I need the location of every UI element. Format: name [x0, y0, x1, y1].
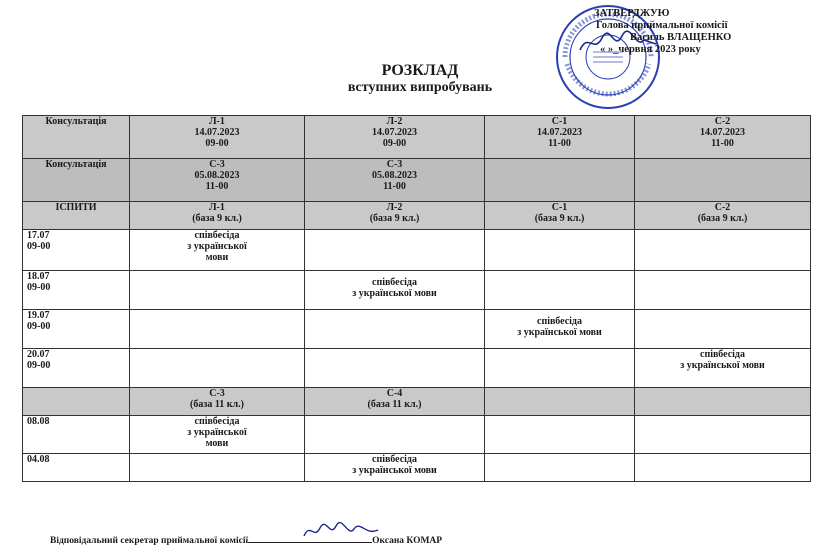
- exam-date-cell: 08.08: [23, 416, 130, 454]
- consultation-cell: С-3 05.08.2023 11-00: [305, 159, 485, 202]
- exam-date-cell: 18.07 09-00: [23, 271, 130, 310]
- exams-label: ІСПИТИ: [23, 202, 130, 230]
- schedule-table: [22, 115, 811, 482]
- document-title: [300, 62, 540, 96]
- signature-underline: [248, 532, 372, 543]
- exam-group-header: С-3 (база 11 кл.): [130, 388, 305, 416]
- exam-cell: співбесіда з української мови: [305, 271, 485, 310]
- exam-cell: співбесіда з української мови: [130, 416, 305, 454]
- consultation-cell: Л-2 14.07.2023 09-00: [305, 116, 485, 159]
- consultation-row-2: [23, 159, 811, 202]
- exam-cell: співбесіда з української мови: [130, 230, 305, 271]
- exams-header-row-2: [23, 388, 811, 416]
- exam-group-header: С-1 (база 9 кл.): [485, 202, 635, 230]
- exam-group-header: Л-1 (база 9 кл.): [130, 202, 305, 230]
- exam-date-cell: 04.08: [23, 454, 130, 482]
- approval-date: « »_червня 2023 року: [600, 44, 701, 55]
- secretary-name: Оксана КОМАР: [372, 536, 443, 546]
- exams-header-row: [23, 202, 811, 230]
- approval-block: [594, 8, 830, 56]
- approval-position: Голова приймальної комісії: [596, 20, 728, 31]
- exam-group-header: С-2 (база 9 кл.): [635, 202, 811, 230]
- exam-group-header: С-4 (база 11 кл.): [305, 388, 485, 416]
- table-row: [23, 271, 811, 310]
- table-row: [23, 416, 811, 454]
- secretary-role: Відповідальний секретар приймальної комісії: [50, 536, 249, 546]
- consultation-cell: С-2 14.07.2023 11-00: [635, 116, 811, 159]
- consultation-cell: С-1 14.07.2023 11-00: [485, 116, 635, 159]
- table-row: [23, 230, 811, 271]
- approval-heading: ЗАТВЕРДЖУЮ: [594, 8, 670, 19]
- consultation-row-1: [23, 116, 811, 159]
- exam-date-cell: 17.07 09-00: [23, 230, 130, 271]
- exam-cell: співбесіда з української мови: [635, 349, 811, 388]
- consultation-label: Консультація: [23, 116, 130, 159]
- exam-date-cell: 19.07 09-00: [23, 310, 130, 349]
- exam-cell: співбесіда з української мови: [305, 454, 485, 482]
- consultation-cell: С-3 05.08.2023 11-00: [130, 159, 305, 202]
- title-sub: вступних випробувань: [347, 80, 493, 95]
- table-row: [23, 310, 811, 349]
- title-main: РОЗКЛАД: [381, 62, 459, 79]
- exam-group-header: Л-2 (база 9 кл.): [305, 202, 485, 230]
- footer-signature-line: [50, 532, 442, 546]
- consultation-cell: Л-1 14.07.2023 09-00: [130, 116, 305, 159]
- table-row: [23, 454, 811, 482]
- approval-name: Василь ВЛАЩЕНКО: [630, 32, 732, 43]
- table-row: [23, 349, 811, 388]
- exam-cell: співбесіда з української мови: [485, 310, 635, 349]
- exam-date-cell: 20.07 09-00: [23, 349, 130, 388]
- consultation-label: Консультація: [23, 159, 130, 202]
